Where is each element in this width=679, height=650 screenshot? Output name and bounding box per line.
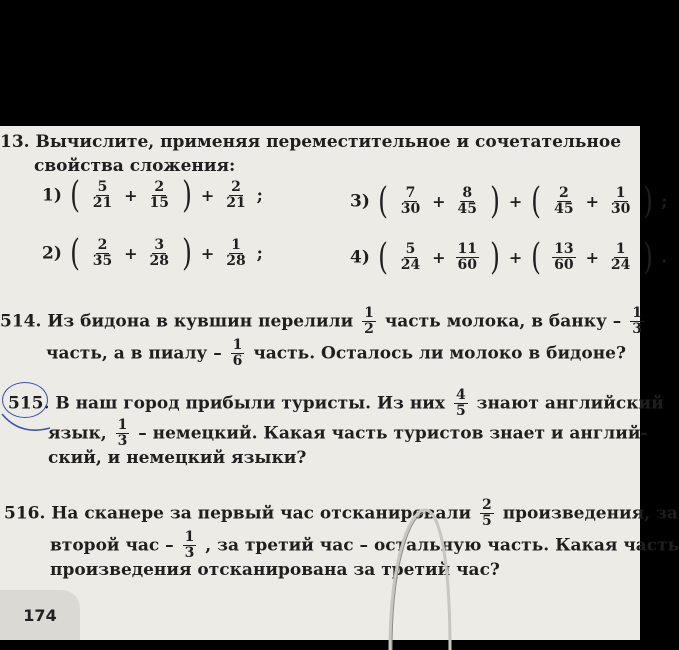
pen-stroke-mark [0,406,60,446]
problem-text: На сканере за первый час отсканировали [51,503,472,524]
problem-text: знают английский [476,393,664,414]
problem-text: , за третий час – остальную часть. Какая часть [205,535,679,556]
item-label: 3) [350,191,370,212]
problem-text: язык, [48,423,107,444]
dark-background [0,0,640,126]
fraction: $\frac{5}{24}$ [400,241,421,273]
fraction: $\frac{11}{60}$ [457,241,477,273]
fraction: $\frac{1}{24}$ [610,241,631,273]
fraction: $\frac{5}{21}$ [92,179,113,211]
expression-4: 4) ( $\frac{5}{24}$ + $\frac{11}{60}$ ) + ( $\frac{13}{60}$ + $\frac{1}{24}$ ) . [350,236,668,278]
expression-3: 3) ( $\frac{7}{30}$ + $\frac{8}{45}$ ) + ( $\frac{2}{45}$ + $\frac{1}{30}$ ) ; [350,180,668,222]
problem-516-line1 [4,498,678,529]
fraction: $\frac{2}{45}$ [554,185,574,217]
fraction: $\frac{7}{30}$ [400,185,421,217]
item-label: 1) [42,185,62,206]
problem-text: второй час – [50,535,174,556]
expression-2: 2) ( $\frac{2}{35}$ + $\frac{3}{28}$ ) + $\frac{1}{28}$ ; [42,232,263,274]
fraction: $\frac{1}{30}$ [610,185,631,217]
problem-text: – немецкий. Какая часть туристов знает и англий- [138,423,648,444]
page-number: 174 [0,590,80,640]
problem-515-line2 [48,418,648,449]
item-label: 4) [350,247,370,268]
problem-515-line3 [48,448,306,468]
fraction: $\frac{4}{5}$ [455,387,466,419]
problem-text: часть. Осталось ли молоко в бидоне? [253,343,626,364]
problem-514-line1 [0,306,647,337]
fraction: $\frac{2}{5}$ [482,497,492,529]
problem-number: 13. [0,132,30,152]
fraction: $\frac{8}{45}$ [457,185,477,217]
problem-516-line2 [50,530,679,561]
problem-number: 515. [8,393,50,414]
problem-text: Из бидона в кувшин перелили [47,311,354,332]
problem-text: ский, и немецкий языки? [48,448,307,468]
problem-text: произведения отсканирована за третий час? [50,560,500,580]
fraction: $\frac{1}{3}$ [632,305,642,337]
fraction: $\frac{13}{60}$ [554,241,574,273]
problem-text: В наш город прибыли туристы. Из них [55,393,446,414]
fraction: $\frac{1}{6}$ [232,337,243,369]
problem-513-line2 [34,156,235,176]
problem-number: 516. [4,503,46,524]
problem-514-line2 [46,338,626,369]
fraction: $\frac{2}{21}$ [226,179,246,211]
expression-1: 1) ( $\frac{5}{21}$ + $\frac{2}{15}$ ) + $\frac{2}{21}$ ; [42,174,263,216]
problem-number: 514. [0,311,42,332]
fraction: $\frac{3}{28}$ [149,237,169,269]
problem-515-line1 [8,388,664,419]
item-label: 2) [42,243,62,264]
problem-text: свойства сложения: [34,156,236,176]
problem-text: часть, а в пиалу – [46,343,222,364]
fraction: $\frac{2}{15}$ [149,179,169,211]
problem-text: часть молока, в банку – [384,311,622,332]
problem-513-line1 [0,132,621,152]
bookmark-wire [380,500,480,650]
fraction: $\frac{1}{3}$ [117,417,128,449]
fraction: $\frac{1}{2}$ [364,305,374,337]
textbook-page [0,126,679,640]
fraction: $\frac{1}{3}$ [184,529,195,561]
fraction: $\frac{1}{28}$ [226,237,246,269]
fraction: $\frac{2}{35}$ [92,237,113,269]
problem-text: Вычислите, применяя переместительное и сочетательное [35,132,622,152]
problem-text: произведения, за [502,503,678,524]
